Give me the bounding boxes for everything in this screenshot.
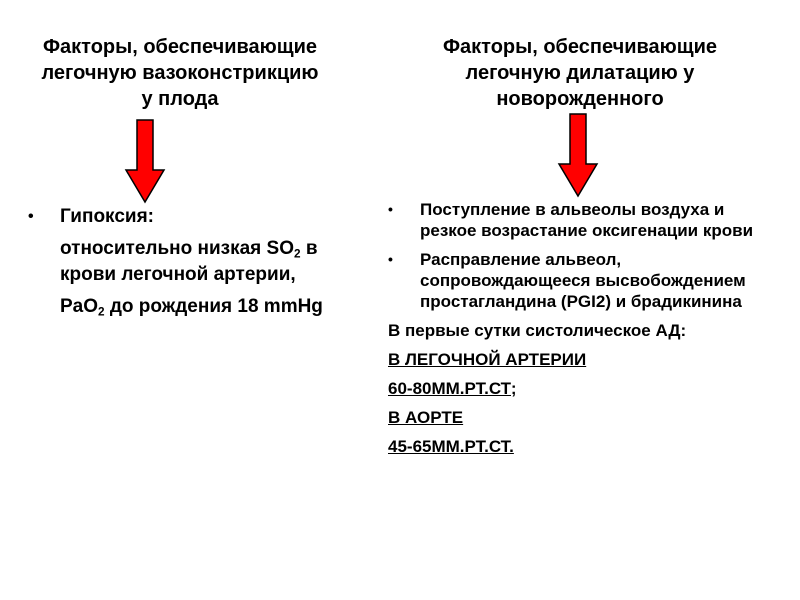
- left-heading-line-3: у плода: [141, 88, 219, 110]
- left-factor-list: [28, 204, 378, 320]
- artery-blood-line: крови легочной артерии,: [60, 264, 296, 285]
- bullet-icon: •: [388, 201, 393, 217]
- pao2-line: [28, 294, 378, 320]
- bullet-icon: •: [388, 251, 393, 267]
- systolic-pressure-intro: В первые сутки систолическое АД:: [388, 321, 687, 340]
- pao2-text: PaO: [60, 296, 99, 317]
- aorta-label: В АОРТЕ: [388, 408, 464, 427]
- alveoli-expansion-item: Расправление альвеол, сопровождающееся высвобождением простагландина (PGI2) и брадикинина: [420, 250, 746, 311]
- pulmonary-artery-value: 60-80ММ.РТ.СТ;: [388, 379, 517, 398]
- pao2-subscript: 2: [98, 305, 105, 319]
- so2-subscript: 2: [294, 247, 301, 261]
- pulmonary-artery-label: В ЛЕГОЧНОЙ АРТЕРИИ: [388, 350, 587, 369]
- list-item: [28, 204, 378, 230]
- right-heading-line-3: новорожденного: [496, 88, 664, 110]
- right-heading-line-1: Факторы, обеспечивающие: [442, 36, 718, 58]
- left-arrow-shape: [126, 120, 164, 202]
- right-column-heading: [405, 34, 755, 112]
- right-arrow-shape: [559, 114, 597, 196]
- left-heading-line-1: Факторы, обеспечивающие: [42, 36, 318, 58]
- left-down-arrow-icon: [124, 118, 166, 204]
- left-heading-line-2: легочную вазоконстрикцию: [41, 62, 319, 84]
- right-heading-line-2: легочную дилатацию у: [465, 62, 695, 84]
- left-column-heading: [10, 34, 350, 112]
- pao2-text-end: до рождения 18 mmHg: [104, 296, 323, 317]
- air-inflow-item: Поступление в альвеолы воздуха и резкое возрастание оксигенации крови: [420, 200, 754, 240]
- list-item: [388, 249, 778, 312]
- list-item: [388, 199, 778, 241]
- bullet-icon: •: [28, 208, 34, 225]
- right-down-arrow-icon: [557, 112, 599, 198]
- so2-text-end: в: [300, 238, 318, 259]
- right-factor-list: [388, 199, 778, 457]
- aorta-value: 45-65ММ.РТ.СТ.: [388, 437, 514, 456]
- hypoxia-title: Гипоксия:: [60, 206, 154, 227]
- so2-text: относительно низкая SO: [60, 238, 294, 259]
- so2-line: [28, 236, 378, 262]
